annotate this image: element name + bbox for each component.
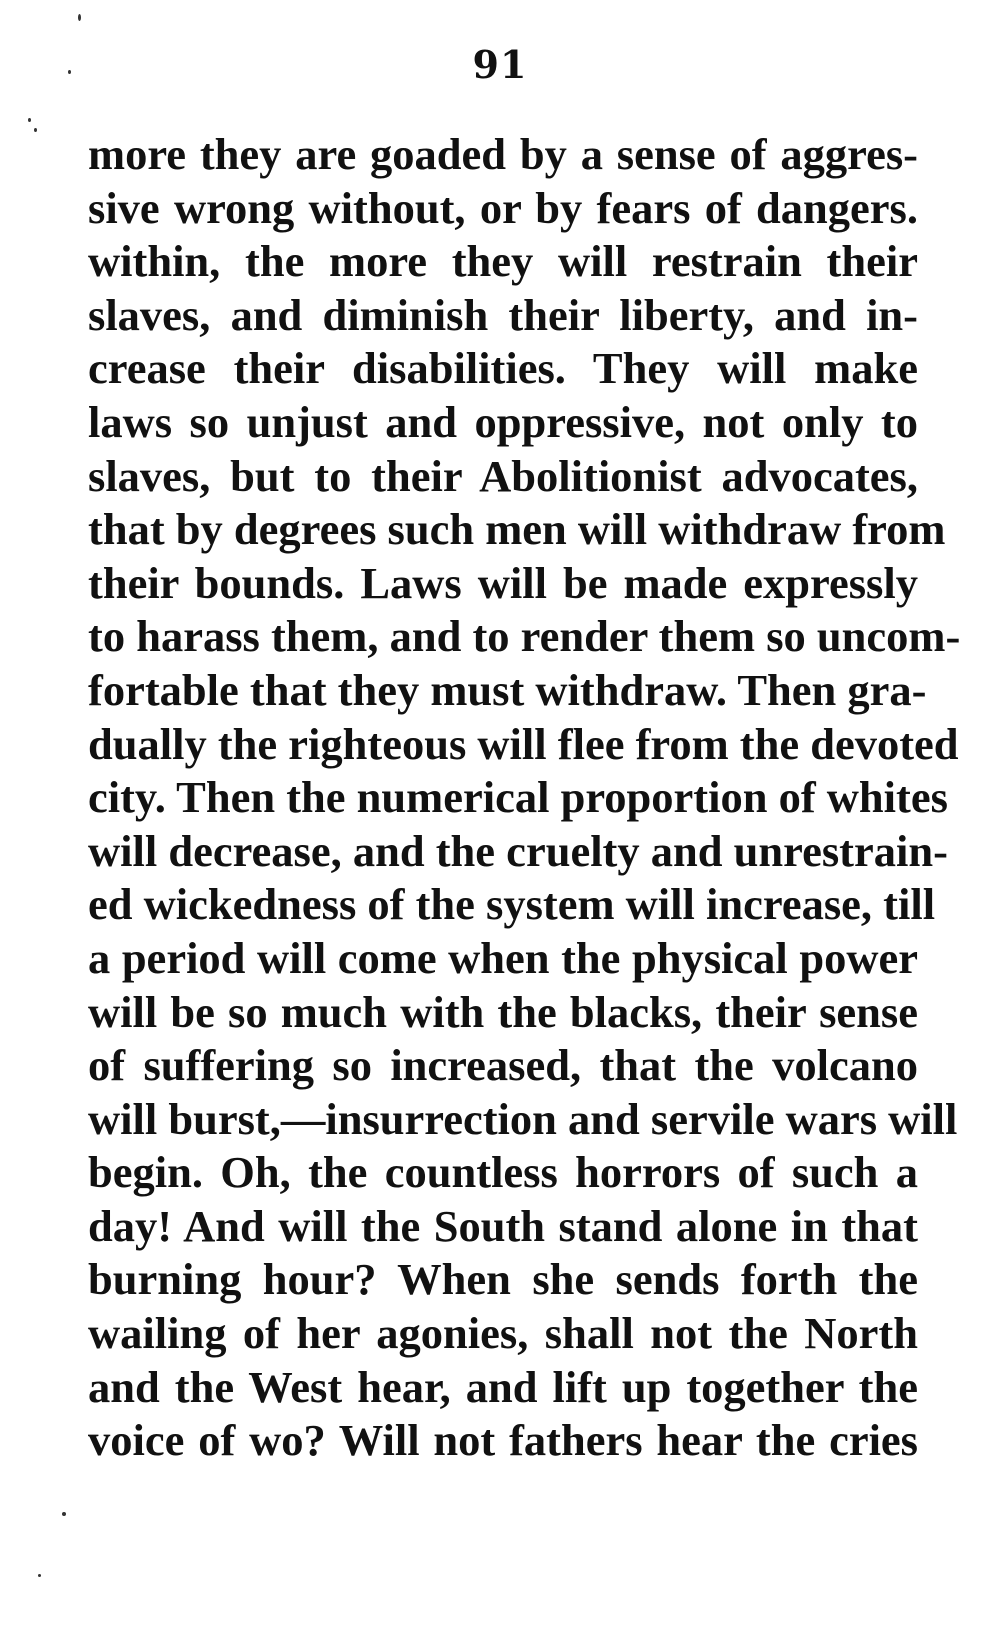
text-line: city. Then the numerical proportion of whites	[88, 772, 948, 823]
text-line: ed wickedness of the system will increase, till	[88, 879, 936, 930]
text-line: dually the righteous will flee from the devoted	[88, 718, 959, 769]
text-line: burning hour? When she sends forth the	[88, 1254, 918, 1305]
text-line: of suffering so increased, that the volcano	[88, 1040, 918, 1091]
text-line: wailing of her agonies, shall not the North	[88, 1308, 918, 1359]
text-line: and the West hear, and lift up together the	[88, 1361, 918, 1412]
scan-speck	[62, 1512, 66, 1516]
page-number: 91	[472, 42, 528, 87]
text-line: laws so unjust and oppressive, not only to	[88, 396, 918, 447]
text-line: a period will come when the physical power	[88, 932, 918, 983]
body-text	[88, 128, 961, 1468]
text-line: day! And will the South stand alone in that	[88, 1200, 918, 1251]
text-line: their bounds. Laws will be made expressly	[88, 557, 918, 608]
scan-speck	[38, 1574, 41, 1577]
text-line: voice of wo? Will not fathers hear the cries	[88, 1415, 918, 1466]
text-line: fortable that they must withdraw. Then gra-	[88, 664, 927, 715]
text-line: within, the more they will restrain their	[88, 236, 918, 287]
text-line: will decrease, and the cruelty and unrestrain-	[88, 825, 948, 876]
text-line: that by degrees such men will withdraw from	[88, 504, 946, 555]
text-line: slaves, and diminish their liberty, and in-	[88, 289, 918, 340]
text-line: sive wrong without, or by fears of dangers.	[88, 182, 918, 233]
scan-speck	[28, 118, 31, 122]
scan-speck	[78, 14, 81, 21]
scan-speck	[68, 70, 71, 74]
text-line: will burst,—insurrection and servile wars will	[88, 1093, 958, 1144]
scan-speck	[34, 128, 37, 132]
text-line: will be so much with the blacks, their sense	[88, 986, 918, 1037]
text-line: crease their disabilities. They will make	[88, 343, 918, 394]
text-line: to harass them, and to render them so uncom-	[88, 611, 961, 662]
text-line: begin. Oh, the countless horrors of such a	[88, 1147, 918, 1198]
text-line: more they are goaded by a sense of aggres-	[88, 129, 918, 179]
text-line: slaves, but to their Abolitionist advocates,	[88, 450, 918, 501]
